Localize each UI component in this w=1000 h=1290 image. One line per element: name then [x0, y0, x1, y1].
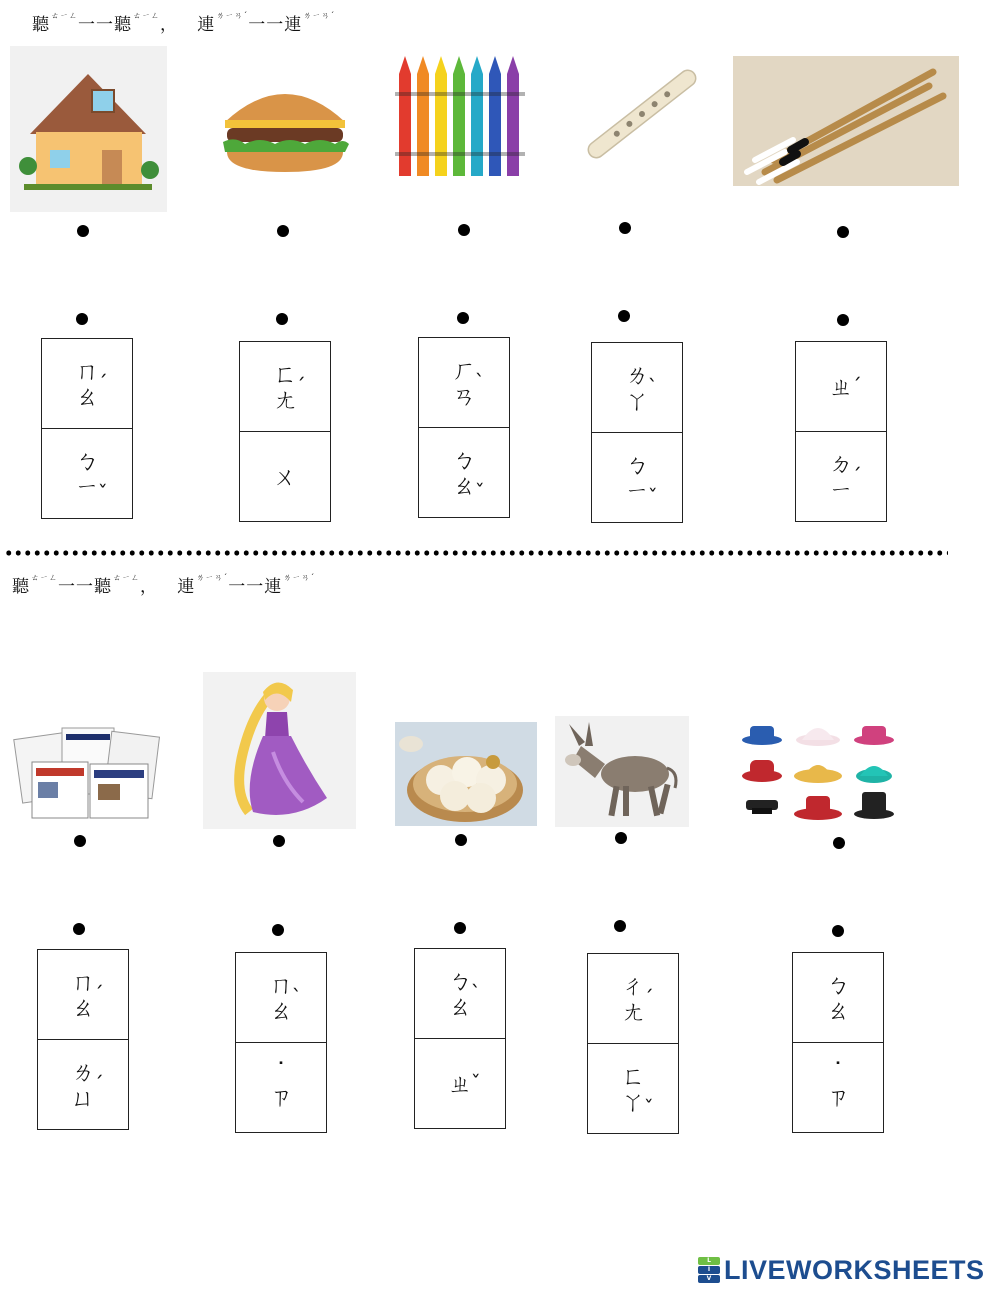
liveworksheets-logo — [698, 1252, 985, 1288]
zhuyin-card — [414, 948, 506, 1129]
recorder-image — [570, 48, 715, 180]
card-bottom-syllable: ˙ ㄗ — [236, 1042, 326, 1132]
card-bottom-syllable: ㄈ ㄚ ˇ — [588, 1043, 678, 1133]
zhuyin-card — [418, 337, 510, 518]
picture-dot-newspapers[interactable] — [74, 835, 86, 847]
liveworksheets-logo-icon: L I V — [698, 1257, 720, 1283]
picture-dot-crayons[interactable] — [458, 224, 470, 236]
card-dot[interactable] — [73, 923, 85, 935]
dotted-divider — [4, 550, 948, 556]
picture-dot-buns[interactable] — [455, 834, 467, 846]
card-dot[interactable] — [618, 310, 630, 322]
card-top-syllable: ㄌ ㄚ ˋ — [625, 360, 658, 415]
card-dot[interactable] — [276, 313, 288, 325]
zhuyin-card — [587, 953, 679, 1134]
zhuyin-card — [239, 341, 331, 522]
picture-dot-brushes[interactable] — [837, 226, 849, 238]
card-top-syllable: ㄇ ㄠ ˋ — [269, 970, 302, 1025]
card-top-syllable: ㄅ ㄠ — [826, 970, 850, 1025]
hats-image — [738, 716, 896, 824]
card-bottom-syllable: ㄅ ㄧ ˇ — [42, 428, 132, 518]
card-top-syllable: ㄏ ㄢ ˋ — [452, 355, 485, 410]
card-top-syllable: ㄅ ㄠ ˋ — [448, 966, 481, 1021]
picture-dot-recorder[interactable] — [619, 222, 631, 234]
card-dot[interactable] — [76, 313, 88, 325]
card-top-syllable: ㄓ ˊ — [829, 372, 862, 401]
house-image — [10, 46, 167, 212]
zhuyin-card — [41, 338, 133, 519]
card-bottom-syllable: ㄨ — [240, 431, 330, 521]
donkey-image — [555, 716, 689, 827]
picture-dot-princess[interactable] — [273, 835, 285, 847]
zhuyin-card — [37, 949, 129, 1130]
picture-dot-hamburger[interactable] — [277, 225, 289, 237]
card-dot[interactable] — [272, 924, 284, 936]
card-dot[interactable] — [837, 314, 849, 326]
hamburger-image — [215, 70, 355, 178]
newspapers-image — [12, 722, 162, 822]
card-bottom-syllable: ˙ ㄗ — [793, 1042, 883, 1132]
card-dot[interactable] — [614, 920, 626, 932]
picture-dot-hats[interactable] — [833, 837, 845, 849]
card-top-syllable: ㄔ ㄤ ˊ — [621, 971, 654, 1026]
instructions-line-1: 聽$^{ㄊㄧㄥ}$一一聽$^{ㄊㄧㄥ}$， 連$^{ㄌㄧㄢˊ}$一一連$^{ㄌㄧㄢˊ}$ — [32, 11, 336, 35]
card-bottom-syllable: ㄅ ㄠ ˇ — [419, 427, 509, 517]
card-top-syllable: ㄈ ㄤ ˊ — [273, 359, 306, 414]
princess-image — [203, 672, 356, 829]
zhuyin-card — [795, 341, 887, 522]
zhuyin-card — [591, 342, 683, 523]
zhuyin-card — [792, 952, 884, 1133]
instructions-line-2: 聽$^{ㄊㄧㄥ}$一一聽$^{ㄊㄧㄥ}$， 連$^{ㄌㄧㄢˊ}$一一連$^{ㄌㄧㄢˊ}$ — [12, 573, 316, 597]
brand-name: LIVEWORKSHEETS — [724, 1254, 985, 1285]
calligraphy-brushes-image — [733, 56, 959, 186]
picture-dot-donkey[interactable] — [615, 832, 627, 844]
card-dot[interactable] — [454, 922, 466, 934]
card-top-syllable: ㄇ ㄠ ˊ — [71, 967, 104, 1022]
card-bottom-syllable: ㄉ ㄧ ˊ — [796, 431, 886, 521]
card-bottom-syllable: ㄅ ㄧ ˇ — [592, 432, 682, 522]
card-top-syllable: ㄇ ㄠ ˊ — [75, 356, 108, 411]
card-dot[interactable] — [832, 925, 844, 937]
picture-dot-house[interactable] — [77, 225, 89, 237]
steamed-buns-image — [395, 722, 537, 826]
crayons-image — [395, 52, 535, 180]
card-bottom-syllable: ㄌ ㄩ ˊ — [38, 1039, 128, 1129]
card-bottom-syllable: ㄓ ˇ — [415, 1038, 505, 1128]
card-dot[interactable] — [457, 312, 469, 324]
zhuyin-card — [235, 952, 327, 1133]
